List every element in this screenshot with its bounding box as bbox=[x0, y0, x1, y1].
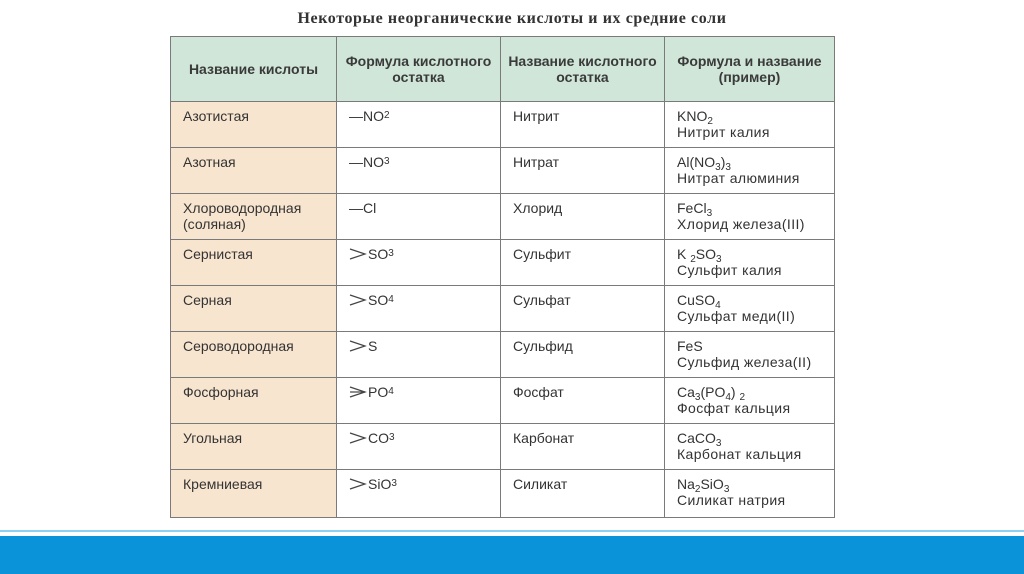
formula-subscript: 4 bbox=[725, 392, 731, 403]
table-row bbox=[171, 286, 835, 332]
example-cell bbox=[665, 424, 835, 470]
residue-name-cell: Нитрат bbox=[501, 148, 665, 194]
formula-part: KNO bbox=[677, 108, 708, 124]
example-formula bbox=[677, 200, 824, 219]
formula-subscript: 3 bbox=[715, 162, 721, 173]
example-cell bbox=[665, 378, 835, 424]
formula-part: ) bbox=[730, 384, 740, 400]
footer-divider-line bbox=[0, 530, 1024, 532]
bond-dash: — bbox=[349, 154, 363, 170]
bond-fork-icon bbox=[349, 339, 367, 353]
formula-subscript: 3 bbox=[694, 392, 701, 403]
example-formula bbox=[677, 246, 824, 265]
formula-part: ) bbox=[720, 154, 726, 170]
example-formula bbox=[677, 154, 824, 173]
table-row bbox=[171, 148, 835, 194]
example-formula bbox=[677, 338, 824, 354]
residue-symbol: S bbox=[368, 338, 378, 354]
table-header-row bbox=[171, 37, 835, 102]
example-name: Нитрат алюминия bbox=[677, 170, 800, 186]
residue-name-cell: Фосфат bbox=[501, 378, 665, 424]
residue-formula: — NO 2 bbox=[349, 108, 390, 124]
residue-formula-cell bbox=[337, 332, 501, 378]
formula-part: Na bbox=[677, 476, 695, 492]
formula-subscript: 2 bbox=[690, 254, 696, 265]
example-cell bbox=[665, 194, 835, 240]
formula-part: FeS bbox=[677, 338, 703, 354]
residue-symbol: Cl bbox=[363, 200, 377, 216]
residue-name-cell: Хлорид bbox=[501, 194, 665, 240]
bond-fork-icon bbox=[349, 247, 367, 261]
formula-subscript: 3 bbox=[725, 162, 731, 173]
acid-name-cell: Сероводородная bbox=[171, 332, 337, 378]
footer-bar bbox=[0, 536, 1024, 574]
formula-subscript: 2 bbox=[694, 484, 701, 495]
bond-fork-icon bbox=[349, 477, 367, 491]
residue-formula-cell bbox=[337, 378, 501, 424]
residue-formula: SiO 3 bbox=[349, 476, 397, 492]
formula-part: SiO bbox=[700, 476, 724, 492]
formula-part: CaCO bbox=[677, 430, 716, 446]
residue-name-cell: Сульфат bbox=[501, 286, 665, 332]
formula-subscript: 2 bbox=[739, 392, 746, 403]
page-title: Некоторые неорганические кислоты и их средние соли bbox=[297, 10, 727, 27]
residue-formula-cell bbox=[337, 102, 501, 148]
residue-formula-cell bbox=[337, 240, 501, 286]
residue-name-cell: Сульфид bbox=[501, 332, 665, 378]
residue-name-cell: Силикат bbox=[501, 470, 665, 518]
example-formula bbox=[677, 108, 824, 127]
residue-symbol: PO bbox=[368, 384, 389, 400]
table-row bbox=[171, 332, 835, 378]
example-cell bbox=[665, 240, 835, 286]
table-row bbox=[171, 424, 835, 470]
example-name: Сульфид железа(II) bbox=[677, 354, 812, 370]
bond-fork-icon bbox=[349, 431, 367, 445]
table-row bbox=[171, 102, 835, 148]
residue-formula bbox=[349, 200, 376, 216]
table-row bbox=[171, 470, 835, 518]
formula-subscript: 4 bbox=[715, 300, 721, 311]
residue-formula-cell bbox=[337, 148, 501, 194]
example-name: Сульфат меди(II) bbox=[677, 308, 796, 324]
formula-part: FeCl bbox=[677, 200, 707, 216]
header-residue-formula: Формула кислотного остатка bbox=[337, 37, 501, 102]
formula-part: Al(NO bbox=[677, 154, 716, 170]
example-name: Силикат натрия bbox=[677, 492, 786, 508]
formula-subscript: 3 bbox=[715, 438, 722, 449]
bond-dash: — bbox=[349, 200, 363, 216]
residue-name-cell: Карбонат bbox=[501, 424, 665, 470]
example-name: Фосфат кальция bbox=[677, 400, 791, 416]
formula-part: K bbox=[677, 246, 691, 262]
acid-name-cell: Кремниевая bbox=[171, 470, 337, 518]
formula-subscript: 3 bbox=[716, 254, 722, 265]
acid-name-cell: Азотная bbox=[171, 148, 337, 194]
example-name: Нитрит калия bbox=[677, 124, 770, 140]
residue-formula: — NO 3 bbox=[349, 154, 390, 170]
residue-symbol: CO bbox=[368, 430, 389, 446]
acid-name-cell: Сернистая bbox=[171, 240, 337, 286]
formula-subscript: 3 bbox=[706, 208, 713, 219]
example-formula bbox=[677, 476, 824, 495]
acids-table-container bbox=[170, 36, 834, 518]
formula-part: (PO bbox=[700, 384, 726, 400]
formula-subscript: 2 bbox=[707, 116, 713, 127]
residue-formula bbox=[349, 338, 377, 354]
example-cell bbox=[665, 102, 835, 148]
table-row bbox=[171, 194, 835, 240]
residue-formula-cell bbox=[337, 286, 501, 332]
header-acid-name: Название кислоты bbox=[171, 37, 337, 102]
residue-name-cell: Сульфит bbox=[501, 240, 665, 286]
residue-symbol: SO bbox=[368, 246, 389, 262]
header-example: Формула и название (пример) bbox=[665, 37, 835, 102]
example-cell bbox=[665, 148, 835, 194]
example-cell bbox=[665, 470, 835, 518]
residue-symbol: NO bbox=[363, 154, 384, 170]
residue-formula: SO 4 bbox=[349, 292, 394, 308]
table-body bbox=[171, 102, 835, 518]
table-row bbox=[171, 240, 835, 286]
example-formula bbox=[677, 292, 824, 311]
residue-symbol: SO bbox=[368, 292, 389, 308]
example-name: Карбонат кальция bbox=[677, 446, 802, 462]
formula-part: SO bbox=[695, 246, 717, 262]
residue-formula-cell bbox=[337, 470, 501, 518]
residue-formula-cell bbox=[337, 424, 501, 470]
example-cell bbox=[665, 332, 835, 378]
residue-formula-cell bbox=[337, 194, 501, 240]
example-cell bbox=[665, 286, 835, 332]
residue-symbol: NO bbox=[363, 108, 384, 124]
example-name: Хлорид железа(III) bbox=[677, 216, 805, 232]
residue-name-cell: Нитрит bbox=[501, 102, 665, 148]
residue-formula: SO 3 bbox=[349, 246, 394, 262]
table-row bbox=[171, 378, 835, 424]
example-name: Сульфит калия bbox=[677, 262, 782, 278]
bond-dash: — bbox=[349, 108, 363, 124]
formula-part: CuSO bbox=[677, 292, 716, 308]
residue-symbol: SiO bbox=[368, 476, 392, 492]
example-formula bbox=[677, 430, 824, 449]
acids-table bbox=[170, 36, 835, 518]
acid-name-cell: Серная bbox=[171, 286, 337, 332]
formula-part: Ca bbox=[677, 384, 695, 400]
acid-name-cell: Фосфорная bbox=[171, 378, 337, 424]
acid-name-cell: Хлороводородная (соляная) bbox=[171, 194, 337, 240]
formula-subscript: 3 bbox=[723, 484, 730, 495]
header-residue-name: Название кислотного остатка bbox=[501, 37, 665, 102]
acid-name-cell: Азотистая bbox=[171, 102, 337, 148]
residue-formula: PO 4 bbox=[349, 384, 394, 400]
acid-name-cell: Угольная bbox=[171, 424, 337, 470]
example-formula bbox=[677, 384, 824, 403]
residue-formula: CO 3 bbox=[349, 430, 395, 446]
bond-fork-icon bbox=[349, 385, 367, 399]
bond-fork-icon bbox=[349, 293, 367, 307]
